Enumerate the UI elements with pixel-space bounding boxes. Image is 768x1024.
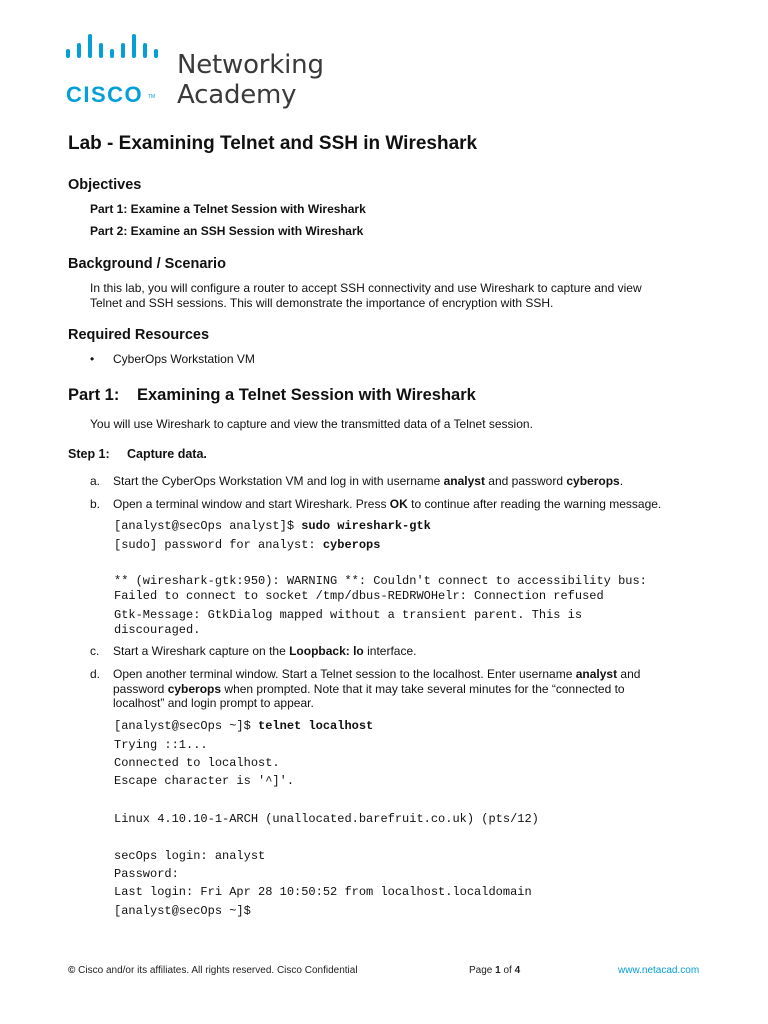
cisco-wordmark: CISCO (66, 82, 144, 107)
footer-link[interactable]: www.netacad.com (618, 965, 700, 976)
footer-page-number: Page 1 of 4 (469, 965, 521, 976)
part1-heading-text: Examining a Telnet Session with Wireshark (137, 386, 476, 404)
part1-intro: You will use Wireshark to capture and view the transmitted data of a Telnet session. (90, 417, 533, 431)
code-line: Linux 4.10.10-1-ARCH (unallocated.barefruit.co.uk) (pts/12) (114, 812, 539, 826)
code-line: discouraged. (114, 623, 201, 637)
code-line: Trying ::1... (114, 738, 208, 752)
code-line: Escape character is '^]'. (114, 774, 295, 788)
code-line: Last login: Fri Apr 28 10:50:52 from localhost.localdomain (114, 885, 532, 899)
cisco-networking-academy-logo (66, 50, 326, 112)
list-marker: d. (90, 667, 101, 681)
code-line: [analyst@secOps ~]$ (114, 904, 251, 918)
logo-academy-text: Academy (177, 80, 297, 110)
list-marker: b. (90, 497, 101, 511)
objective-item: Part 1: Examine a Telnet Session with Wireshark (90, 202, 366, 216)
code-line: secOps login: analyst (114, 849, 266, 863)
code-line: Password: (114, 867, 179, 881)
code-line: [analyst@secOps ~]$ telnet localhost (114, 719, 374, 733)
list-item-c: Start a Wireshark capture on the Loopback: lo interface. (113, 644, 417, 658)
list-marker: c. (90, 644, 100, 658)
background-line: In this lab, you will configure a router to accept SSH connectivity and use Wireshark to capture and view (90, 281, 642, 295)
resource-item: CyberOps Workstation VM (113, 352, 255, 366)
list-item-d-line2: password cyberops when prompted. Note that it may take several minutes for the “connected to (113, 682, 625, 696)
code-line: ** (wireshark-gtk:950): WARNING **: Couldn't connect to accessibility bus: (114, 574, 647, 588)
list-marker: a. (90, 474, 101, 488)
page-title: Lab - Examining Telnet and SSH in Wireshark (68, 133, 478, 154)
code-line: [sudo] password for analyst: cyberops (114, 538, 381, 552)
part1-heading-number: Part 1: (68, 386, 120, 404)
step1-text: Capture data. (127, 447, 207, 461)
bullet-icon: • (90, 352, 95, 366)
objectives-heading: Objectives (68, 177, 142, 193)
objective-item: Part 2: Examine an SSH Session with Wireshark (90, 224, 364, 238)
resources-heading: Required Resources (68, 327, 210, 343)
code-line: Failed to connect to socket /tmp/dbus-REDRWOHelr: Connection refused (114, 589, 604, 603)
logo-networking-text: Networking (177, 50, 324, 80)
list-item-b: Open a terminal window and start Wireshark. Press OK to continue after reading the warning message. (113, 497, 662, 511)
list-item-a: Start the CyberOps Workstation VM and log in with username analyst and password cyberops. (113, 474, 624, 488)
step1-number: Step 1: (68, 447, 110, 461)
footer-copyright: © Cisco and/or its affiliates. All rights reserved. Cisco Confidential (68, 965, 358, 976)
list-item-d-line3: localhost” and login prompt to appear. (113, 696, 314, 710)
code-line: Connected to localhost. (114, 756, 280, 770)
code-line: [analyst@secOps analyst]$ sudo wireshark-gtk (114, 519, 431, 533)
copyright-icon: © (68, 965, 76, 976)
trademark-mark: TM (148, 94, 156, 100)
background-line: Telnet and SSH sessions. This will demonstrate the importance of encryption with SSH. (90, 296, 554, 310)
code-line: Gtk-Message: GtkDialog mapped without a transient parent. This is (114, 608, 583, 622)
background-heading: Background / Scenario (68, 256, 226, 272)
list-item-d-line1: Open another terminal window. Start a Telnet session to the localhost. Enter username analyst and (113, 667, 641, 681)
